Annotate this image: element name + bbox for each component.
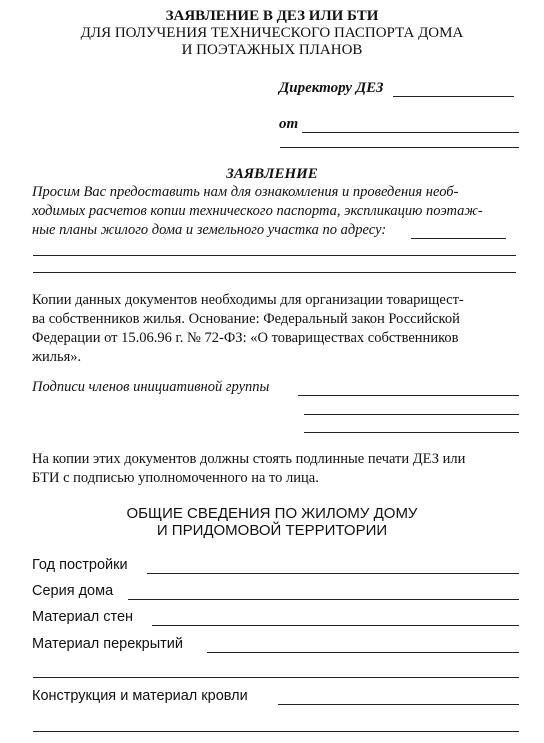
field-input-roof-construction-extra[interactable] (33, 731, 519, 732)
address-blank-1[interactable] (33, 255, 516, 256)
field-input-floor-material-extra[interactable] (33, 677, 519, 678)
address-blank-2[interactable] (33, 272, 516, 273)
document-title: ЗАЯВЛЕНИЕ В ДЕЗ ИЛИ БТИ (165, 8, 379, 24)
statement-line-3: ные планы жилого дома и земельного участка по адресу: (32, 222, 387, 238)
basis-line-2: ва собственников жилья. Основание: Федеральный закон Российской (32, 311, 460, 327)
field-input-floor-material[interactable] (207, 652, 519, 653)
stamp-note-line-2: БТИ с подписью уполномоченного на то лица. (32, 470, 319, 486)
statement-line-1: Просим Вас предоставить нам для ознакомления и проведения необ- (32, 184, 459, 200)
field-label-house-series: Серия дома (32, 583, 114, 599)
signature-blank-3[interactable] (304, 432, 519, 433)
field-label-roof-construction: Конструкция и материал кровли (32, 688, 248, 704)
general-info-heading-line-2: И ПРИДОМОВОЙ ТЕРРИТОРИИ (156, 522, 388, 539)
basis-line-3: Федерации от 15.06.96 г. № 72-ФЗ: «О товариществах собственников (32, 330, 459, 346)
addressee-from-blank-1[interactable] (302, 132, 519, 133)
field-input-house-series[interactable] (128, 599, 519, 600)
addressee-director-label: Директору ДЕЗ (279, 80, 384, 96)
statement-heading: ЗАЯВЛЕНИЕ (226, 166, 318, 182)
field-label-year-built: Год постройки (32, 557, 128, 573)
basis-line-1: Копии данных документов необходимы для организации товарищест- (32, 292, 464, 308)
signature-blank-1[interactable] (298, 395, 519, 396)
document-subtitle-line-1: ДЛЯ ПОЛУЧЕНИЯ ТЕХНИЧЕСКОГО ПАСПОРТА ДОМА (80, 25, 464, 41)
stamp-note-line-1: На копии этих документов должны стоять подлинные печати ДЕЗ или (32, 451, 466, 467)
basis-line-4: жилья». (32, 349, 82, 365)
addressee-director-blank[interactable] (393, 96, 514, 97)
address-blank-inline[interactable] (411, 238, 506, 239)
field-input-wall-material[interactable] (152, 625, 519, 626)
field-input-year-built[interactable] (147, 573, 519, 574)
general-info-heading-line-1: ОБЩИЕ СВЕДЕНИЯ ПО ЖИЛОМУ ДОМУ (126, 505, 418, 522)
addressee-from-label: от (279, 116, 299, 132)
addressee-from-blank-2[interactable] (280, 147, 519, 148)
signatures-label: Подписи членов инициативной группы (32, 379, 270, 395)
statement-line-2: ходимых расчетов копии технического паспорта, экспликацию поэтаж- (32, 203, 483, 219)
signature-blank-2[interactable] (304, 414, 519, 415)
document-subtitle-line-2: И ПОЭТАЖНЫХ ПЛАНОВ (181, 42, 363, 58)
field-label-wall-material: Материал стен (32, 609, 134, 625)
field-label-floor-material: Материал перекрытий (32, 636, 183, 652)
field-input-roof-construction[interactable] (278, 704, 519, 705)
